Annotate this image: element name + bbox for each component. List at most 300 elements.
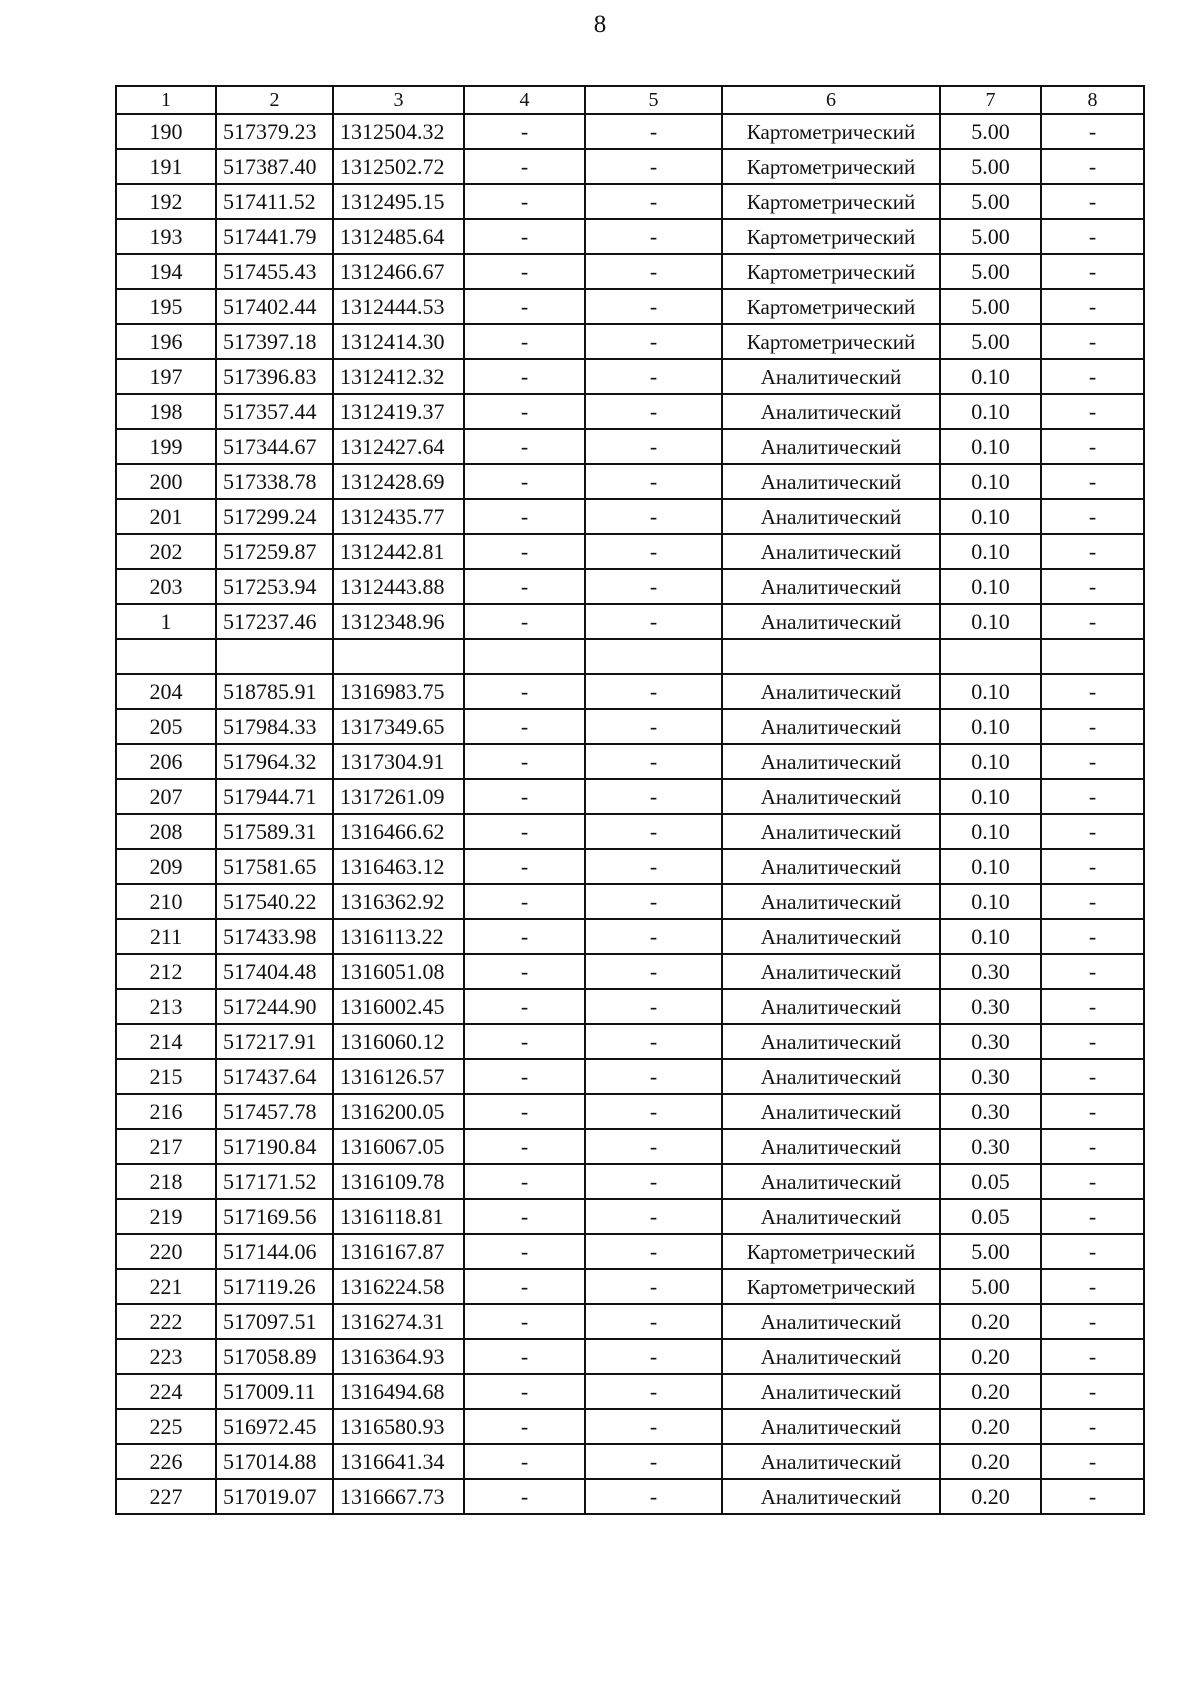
column-header-8: 8	[1041, 86, 1144, 114]
column-5-cell: -	[585, 1234, 722, 1269]
column-8-cell: -	[1041, 499, 1144, 534]
table-row	[116, 534, 1144, 569]
x-coordinate-cell: 517344.67	[216, 429, 333, 464]
y-coordinate-cell: 1312414.30	[333, 324, 464, 359]
accuracy-cell: 0.20	[940, 1304, 1041, 1339]
y-coordinate-cell: 1316641.34	[333, 1444, 464, 1479]
accuracy-cell: 5.00	[940, 324, 1041, 359]
column-4-cell: -	[464, 1234, 585, 1269]
x-coordinate-cell: 517237.46	[216, 604, 333, 639]
point-number-cell: 205	[116, 709, 216, 744]
table-row	[116, 359, 1144, 394]
accuracy-cell: 0.30	[940, 1059, 1041, 1094]
column-4-cell: -	[464, 1199, 585, 1234]
column-8-cell: -	[1041, 1374, 1144, 1409]
accuracy-cell: 0.10	[940, 569, 1041, 604]
x-coordinate-cell: 517404.48	[216, 954, 333, 989]
column-5-cell: -	[585, 1059, 722, 1094]
column-header-2: 2	[216, 86, 333, 114]
point-number-cell: 224	[116, 1374, 216, 1409]
x-coordinate-cell: 517171.52	[216, 1164, 333, 1199]
accuracy-cell: 5.00	[940, 149, 1041, 184]
method-cell: Аналитический	[722, 814, 940, 849]
column-8-cell: -	[1041, 114, 1144, 149]
table-row	[116, 1129, 1144, 1164]
column-8-cell: -	[1041, 569, 1144, 604]
column-8-cell: -	[1041, 1164, 1144, 1199]
point-number-cell: 191	[116, 149, 216, 184]
point-number-cell: 222	[116, 1304, 216, 1339]
y-coordinate-cell: 1312444.53	[333, 289, 464, 324]
column-header-1: 1	[116, 86, 216, 114]
column-8-cell: -	[1041, 219, 1144, 254]
y-coordinate-cell: 1316463.12	[333, 849, 464, 884]
column-header-6: 6	[722, 86, 940, 114]
point-number-cell: 202	[116, 534, 216, 569]
table-row	[116, 884, 1144, 919]
x-coordinate-cell: 517397.18	[216, 324, 333, 359]
point-number-cell: 196	[116, 324, 216, 359]
method-cell: Аналитический	[722, 989, 940, 1024]
column-5-cell: -	[585, 1129, 722, 1164]
column-8-cell: -	[1041, 1409, 1144, 1444]
point-number-cell: 213	[116, 989, 216, 1024]
point-number-cell: 221	[116, 1269, 216, 1304]
column-4-cell: -	[464, 569, 585, 604]
y-coordinate-cell	[333, 639, 464, 674]
y-coordinate-cell: 1316200.05	[333, 1094, 464, 1129]
column-5-cell: -	[585, 1164, 722, 1199]
accuracy-cell: 5.00	[940, 1234, 1041, 1269]
x-coordinate-cell: 517387.40	[216, 149, 333, 184]
method-cell: Аналитический	[722, 1164, 940, 1199]
x-coordinate-cell: 517058.89	[216, 1339, 333, 1374]
column-8-cell: -	[1041, 1479, 1144, 1514]
column-4-cell: -	[464, 1339, 585, 1374]
x-coordinate-cell: 517217.91	[216, 1024, 333, 1059]
column-4-cell: -	[464, 1374, 585, 1409]
method-cell: Картометрический	[722, 289, 940, 324]
accuracy-cell: 0.10	[940, 429, 1041, 464]
method-cell: Аналитический	[722, 744, 940, 779]
point-number-cell: 208	[116, 814, 216, 849]
x-coordinate-cell: 517357.44	[216, 394, 333, 429]
table-row	[116, 499, 1144, 534]
column-8-cell: -	[1041, 1059, 1144, 1094]
point-number-cell: 206	[116, 744, 216, 779]
column-5-cell: -	[585, 849, 722, 884]
x-coordinate-cell: 517009.11	[216, 1374, 333, 1409]
column-5-cell: -	[585, 814, 722, 849]
column-5-cell: -	[585, 954, 722, 989]
table-row	[116, 849, 1144, 884]
table-row	[116, 1024, 1144, 1059]
column-4-cell: -	[464, 954, 585, 989]
method-cell: Аналитический	[722, 884, 940, 919]
accuracy-cell: 0.30	[940, 954, 1041, 989]
column-4-cell: -	[464, 289, 585, 324]
column-8-cell: -	[1041, 149, 1144, 184]
method-cell: Аналитический	[722, 919, 940, 954]
column-4-cell: -	[464, 1059, 585, 1094]
method-cell: Аналитический	[722, 1059, 940, 1094]
y-coordinate-cell: 1316983.75	[333, 674, 464, 709]
column-4-cell: -	[464, 709, 585, 744]
table-row	[116, 184, 1144, 219]
accuracy-cell: 0.30	[940, 1129, 1041, 1164]
accuracy-cell: 0.10	[940, 709, 1041, 744]
table-row	[116, 1199, 1144, 1234]
accuracy-cell: 0.10	[940, 534, 1041, 569]
column-5-cell: -	[585, 1409, 722, 1444]
point-number-cell: 209	[116, 849, 216, 884]
point-number-cell: 1	[116, 604, 216, 639]
y-coordinate-cell: 1312428.69	[333, 464, 464, 499]
column-4-cell: -	[464, 464, 585, 499]
column-8-cell: -	[1041, 709, 1144, 744]
table-row	[116, 394, 1144, 429]
table-row	[116, 1094, 1144, 1129]
table-row	[116, 114, 1144, 149]
column-8-cell: -	[1041, 289, 1144, 324]
x-coordinate-cell: 517589.31	[216, 814, 333, 849]
column-5-cell: -	[585, 744, 722, 779]
coordinates-table	[115, 85, 1145, 1515]
table-row	[116, 1339, 1144, 1374]
table-row	[116, 324, 1144, 359]
point-number-cell: 216	[116, 1094, 216, 1129]
table-row	[116, 429, 1144, 464]
y-coordinate-cell: 1312504.32	[333, 114, 464, 149]
y-coordinate-cell: 1316364.93	[333, 1339, 464, 1374]
column-5-cell: -	[585, 1374, 722, 1409]
table-row	[116, 254, 1144, 289]
y-coordinate-cell: 1316466.62	[333, 814, 464, 849]
x-coordinate-cell: 517014.88	[216, 1444, 333, 1479]
method-cell: Аналитический	[722, 779, 940, 814]
table-row	[116, 1479, 1144, 1514]
accuracy-cell: 0.05	[940, 1199, 1041, 1234]
column-4-cell: -	[464, 219, 585, 254]
method-cell: Аналитический	[722, 954, 940, 989]
column-8-cell: -	[1041, 184, 1144, 219]
y-coordinate-cell: 1316060.12	[333, 1024, 464, 1059]
column-8-cell: -	[1041, 779, 1144, 814]
accuracy-cell: 0.30	[940, 1024, 1041, 1059]
x-coordinate-cell: 517259.87	[216, 534, 333, 569]
method-cell: Аналитический	[722, 534, 940, 569]
table-row	[116, 989, 1144, 1024]
table-row	[116, 1269, 1144, 1304]
table-row	[116, 289, 1144, 324]
point-number-cell: 197	[116, 359, 216, 394]
column-4-cell: -	[464, 254, 585, 289]
column-8-cell: -	[1041, 429, 1144, 464]
point-number-cell: 219	[116, 1199, 216, 1234]
column-4-cell: -	[464, 1304, 585, 1339]
point-number-cell: 193	[116, 219, 216, 254]
x-coordinate-cell: 517437.64	[216, 1059, 333, 1094]
x-coordinate-cell: 518785.91	[216, 674, 333, 709]
accuracy-cell: 0.20	[940, 1374, 1041, 1409]
point-number-cell: 215	[116, 1059, 216, 1094]
column-5-cell: -	[585, 324, 722, 359]
accuracy-cell: 5.00	[940, 1269, 1041, 1304]
column-8-cell: -	[1041, 884, 1144, 919]
method-cell: Аналитический	[722, 569, 940, 604]
column-8-cell: -	[1041, 359, 1144, 394]
method-cell: Аналитический	[722, 1374, 940, 1409]
y-coordinate-cell: 1312442.81	[333, 534, 464, 569]
method-cell: Картометрический	[722, 1234, 940, 1269]
column-8-cell: -	[1041, 1234, 1144, 1269]
column-8-cell: -	[1041, 1094, 1144, 1129]
column-4-cell: -	[464, 604, 585, 639]
accuracy-cell: 5.00	[940, 219, 1041, 254]
column-5-cell: -	[585, 604, 722, 639]
method-cell: Аналитический	[722, 709, 940, 744]
column-8-cell: -	[1041, 394, 1144, 429]
point-number-cell: 220	[116, 1234, 216, 1269]
y-coordinate-cell: 1312419.37	[333, 394, 464, 429]
column-5-cell: -	[585, 429, 722, 464]
column-8-cell: -	[1041, 324, 1144, 359]
accuracy-cell: 0.10	[940, 849, 1041, 884]
y-coordinate-cell: 1316580.93	[333, 1409, 464, 1444]
column-4-cell: -	[464, 814, 585, 849]
accuracy-cell: 0.10	[940, 464, 1041, 499]
column-5-cell: -	[585, 919, 722, 954]
x-coordinate-cell: 517190.84	[216, 1129, 333, 1164]
method-cell: Картометрический	[722, 219, 940, 254]
column-8-cell: -	[1041, 1444, 1144, 1479]
column-4-cell: -	[464, 1479, 585, 1514]
method-cell: Аналитический	[722, 1409, 940, 1444]
x-coordinate-cell: 517299.24	[216, 499, 333, 534]
column-5-cell: -	[585, 709, 722, 744]
y-coordinate-cell: 1316274.31	[333, 1304, 464, 1339]
method-cell: Аналитический	[722, 464, 940, 499]
column-5-cell: -	[585, 114, 722, 149]
column-8-cell: -	[1041, 1339, 1144, 1374]
column-5-cell: -	[585, 779, 722, 814]
accuracy-cell: 5.00	[940, 289, 1041, 324]
column-4-cell: -	[464, 534, 585, 569]
table-row	[116, 1164, 1144, 1199]
table-row	[116, 779, 1144, 814]
accuracy-cell: 0.30	[940, 1094, 1041, 1129]
y-coordinate-cell: 1316002.45	[333, 989, 464, 1024]
x-coordinate-cell: 517433.98	[216, 919, 333, 954]
y-coordinate-cell: 1317304.91	[333, 744, 464, 779]
x-coordinate-cell: 517411.52	[216, 184, 333, 219]
column-8-cell: -	[1041, 1024, 1144, 1059]
method-cell: Аналитический	[722, 1094, 940, 1129]
table-row	[116, 1234, 1144, 1269]
column-5-cell: -	[585, 219, 722, 254]
column-8-cell: -	[1041, 1129, 1144, 1164]
header-row	[116, 86, 1144, 114]
accuracy-cell: 0.10	[940, 359, 1041, 394]
column-header-4: 4	[464, 86, 585, 114]
y-coordinate-cell: 1316051.08	[333, 954, 464, 989]
table-row	[116, 1374, 1144, 1409]
method-cell: Аналитический	[722, 1129, 940, 1164]
column-8-cell: -	[1041, 744, 1144, 779]
point-number-cell: 211	[116, 919, 216, 954]
column-4-cell: -	[464, 184, 585, 219]
table-row	[116, 1444, 1144, 1479]
column-4-cell: -	[464, 779, 585, 814]
accuracy-cell: 0.10	[940, 884, 1041, 919]
y-coordinate-cell: 1316224.58	[333, 1269, 464, 1304]
y-coordinate-cell: 1312495.15	[333, 184, 464, 219]
method-cell: Аналитический	[722, 1339, 940, 1374]
column-5-cell: -	[585, 1024, 722, 1059]
point-number-cell: 203	[116, 569, 216, 604]
column-4-cell: -	[464, 1409, 585, 1444]
column-4-cell: -	[464, 1269, 585, 1304]
table-row	[116, 954, 1144, 989]
x-coordinate-cell: 517540.22	[216, 884, 333, 919]
column-5-cell: -	[585, 1304, 722, 1339]
column-5-cell: -	[585, 1479, 722, 1514]
table-row	[116, 149, 1144, 184]
method-cell: Картометрический	[722, 114, 940, 149]
column-8-cell: -	[1041, 954, 1144, 989]
x-coordinate-cell: 517253.94	[216, 569, 333, 604]
column-8-cell: -	[1041, 1304, 1144, 1339]
column-8-cell: -	[1041, 919, 1144, 954]
accuracy-cell: 0.20	[940, 1339, 1041, 1374]
column-4-cell: -	[464, 149, 585, 184]
y-coordinate-cell: 1316667.73	[333, 1479, 464, 1514]
method-cell: Картометрический	[722, 1269, 940, 1304]
column-4-cell: -	[464, 989, 585, 1024]
method-cell: Аналитический	[722, 394, 940, 429]
x-coordinate-cell: 517338.78	[216, 464, 333, 499]
column-8-cell: -	[1041, 464, 1144, 499]
accuracy-cell	[940, 639, 1041, 674]
accuracy-cell: 0.30	[940, 989, 1041, 1024]
y-coordinate-cell: 1316362.92	[333, 884, 464, 919]
column-4-cell: -	[464, 1024, 585, 1059]
column-8-cell: -	[1041, 1199, 1144, 1234]
column-8-cell: -	[1041, 534, 1144, 569]
column-5-cell: -	[585, 289, 722, 324]
y-coordinate-cell: 1316126.57	[333, 1059, 464, 1094]
table-row	[116, 814, 1144, 849]
column-5-cell: -	[585, 184, 722, 219]
column-8-cell: -	[1041, 604, 1144, 639]
column-4-cell: -	[464, 744, 585, 779]
x-coordinate-cell: 517984.33	[216, 709, 333, 744]
point-number-cell: 214	[116, 1024, 216, 1059]
column-4-cell: -	[464, 1164, 585, 1199]
accuracy-cell: 0.10	[940, 604, 1041, 639]
accuracy-cell: 0.10	[940, 674, 1041, 709]
column-4-cell: -	[464, 499, 585, 534]
point-number-cell	[116, 639, 216, 674]
column-4-cell: -	[464, 674, 585, 709]
method-cell	[722, 639, 940, 674]
column-header-3: 3	[333, 86, 464, 114]
point-number-cell: 201	[116, 499, 216, 534]
y-coordinate-cell: 1312348.96	[333, 604, 464, 639]
y-coordinate-cell: 1316494.68	[333, 1374, 464, 1409]
y-coordinate-cell: 1316109.78	[333, 1164, 464, 1199]
point-number-cell: 190	[116, 114, 216, 149]
method-cell: Картометрический	[722, 324, 940, 359]
accuracy-cell: 0.10	[940, 814, 1041, 849]
column-5-cell: -	[585, 149, 722, 184]
y-coordinate-cell: 1316113.22	[333, 919, 464, 954]
column-5-cell: -	[585, 884, 722, 919]
x-coordinate-cell: 517964.32	[216, 744, 333, 779]
point-number-cell: 210	[116, 884, 216, 919]
column-5-cell: -	[585, 1094, 722, 1129]
table-row	[116, 1059, 1144, 1094]
y-coordinate-cell: 1317261.09	[333, 779, 464, 814]
x-coordinate-cell: 517455.43	[216, 254, 333, 289]
y-coordinate-cell: 1316067.05	[333, 1129, 464, 1164]
column-5-cell: -	[585, 674, 722, 709]
method-cell: Аналитический	[722, 604, 940, 639]
column-5-cell	[585, 639, 722, 674]
method-cell: Аналитический	[722, 1024, 940, 1059]
column-5-cell: -	[585, 1339, 722, 1374]
y-coordinate-cell: 1312485.64	[333, 219, 464, 254]
column-8-cell: -	[1041, 674, 1144, 709]
y-coordinate-cell: 1316118.81	[333, 1199, 464, 1234]
y-coordinate-cell: 1312443.88	[333, 569, 464, 604]
column-5-cell: -	[585, 1199, 722, 1234]
point-number-cell: 227	[116, 1479, 216, 1514]
column-4-cell: -	[464, 359, 585, 394]
method-cell: Аналитический	[722, 1444, 940, 1479]
y-coordinate-cell: 1312502.72	[333, 149, 464, 184]
column-4-cell: -	[464, 394, 585, 429]
column-5-cell: -	[585, 569, 722, 604]
y-coordinate-cell: 1312427.64	[333, 429, 464, 464]
method-cell: Аналитический	[722, 1479, 940, 1514]
accuracy-cell: 0.20	[940, 1444, 1041, 1479]
point-number-cell: 194	[116, 254, 216, 289]
point-number-cell: 199	[116, 429, 216, 464]
point-number-cell: 218	[116, 1164, 216, 1199]
column-4-cell: -	[464, 884, 585, 919]
x-coordinate-cell: 517379.23	[216, 114, 333, 149]
point-number-cell: 204	[116, 674, 216, 709]
x-coordinate-cell: 517244.90	[216, 989, 333, 1024]
point-number-cell: 223	[116, 1339, 216, 1374]
column-5-cell: -	[585, 499, 722, 534]
column-5-cell: -	[585, 1444, 722, 1479]
method-cell: Картометрический	[722, 254, 940, 289]
table-row	[116, 919, 1144, 954]
table-row	[116, 1409, 1144, 1444]
column-4-cell: -	[464, 429, 585, 464]
column-5-cell: -	[585, 359, 722, 394]
column-5-cell: -	[585, 534, 722, 569]
x-coordinate-cell: 517396.83	[216, 359, 333, 394]
column-8-cell: -	[1041, 1269, 1144, 1304]
accuracy-cell: 0.10	[940, 499, 1041, 534]
method-cell: Аналитический	[722, 499, 940, 534]
method-cell: Аналитический	[722, 359, 940, 394]
column-5-cell: -	[585, 989, 722, 1024]
point-number-cell: 226	[116, 1444, 216, 1479]
